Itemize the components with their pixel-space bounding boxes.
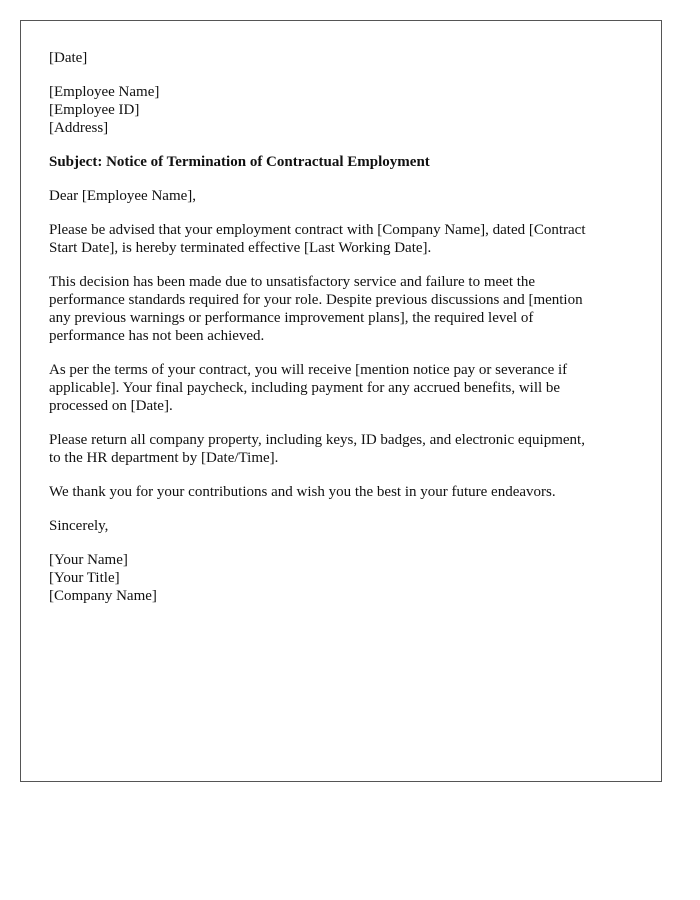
paragraph-line: processed on [Date]. <box>49 398 173 414</box>
body-paragraph <box>49 273 633 345</box>
recipient-address: [Address] <box>49 120 109 136</box>
letter-date: [Date] <box>49 50 88 66</box>
letter-body <box>49 221 633 501</box>
recipient-name: [Employee Name] <box>49 84 160 100</box>
paragraph-line: any previous warnings or performance improvement plans], the required level of <box>49 310 534 326</box>
paragraph-line: performance has not been achieved. <box>49 328 265 344</box>
paragraph-line: As per the terms of your contract, you will receive [mention notice pay or severance if <box>49 362 568 378</box>
paragraph-line: This decision has been made due to unsatisfactory service and failure to meet the <box>49 274 536 290</box>
body-paragraph <box>49 483 633 501</box>
paragraph-line: We thank you for your contributions and wish you the best in your future endeavors. <box>49 484 556 500</box>
signature-block <box>49 551 633 605</box>
recipient-id: [Employee ID] <box>49 102 140 118</box>
subject-line: Subject: Notice of Termination of Contractual Employment <box>49 154 430 170</box>
paragraph-line: Please return all company property, including keys, ID badges, and electronic equipment, <box>49 432 585 448</box>
closing: Sincerely, <box>49 518 109 534</box>
paragraph-line: performance standards required for your role. Despite previous discussions and [mention <box>49 292 583 308</box>
letter-page <box>20 20 662 782</box>
body-paragraph <box>49 221 633 257</box>
signature-name: [Your Name] <box>49 552 128 568</box>
paragraph-line: applicable]. Your final paycheck, including payment for any accrued benefits, will be <box>49 380 561 396</box>
paragraph-line: Please be advised that your employment contract with [Company Name], dated [Contract <box>49 222 586 238</box>
paragraph-line: Start Date], is hereby terminated effective [Last Working Date]. <box>49 240 432 256</box>
recipient-block <box>49 83 633 137</box>
salutation: Dear [Employee Name], <box>49 188 197 204</box>
signature-title: [Your Title] <box>49 570 120 586</box>
paragraph-line: to the HR department by [Date/Time]. <box>49 450 279 466</box>
body-paragraph <box>49 361 633 415</box>
body-paragraph <box>49 431 633 467</box>
signature-company: [Company Name] <box>49 588 157 604</box>
